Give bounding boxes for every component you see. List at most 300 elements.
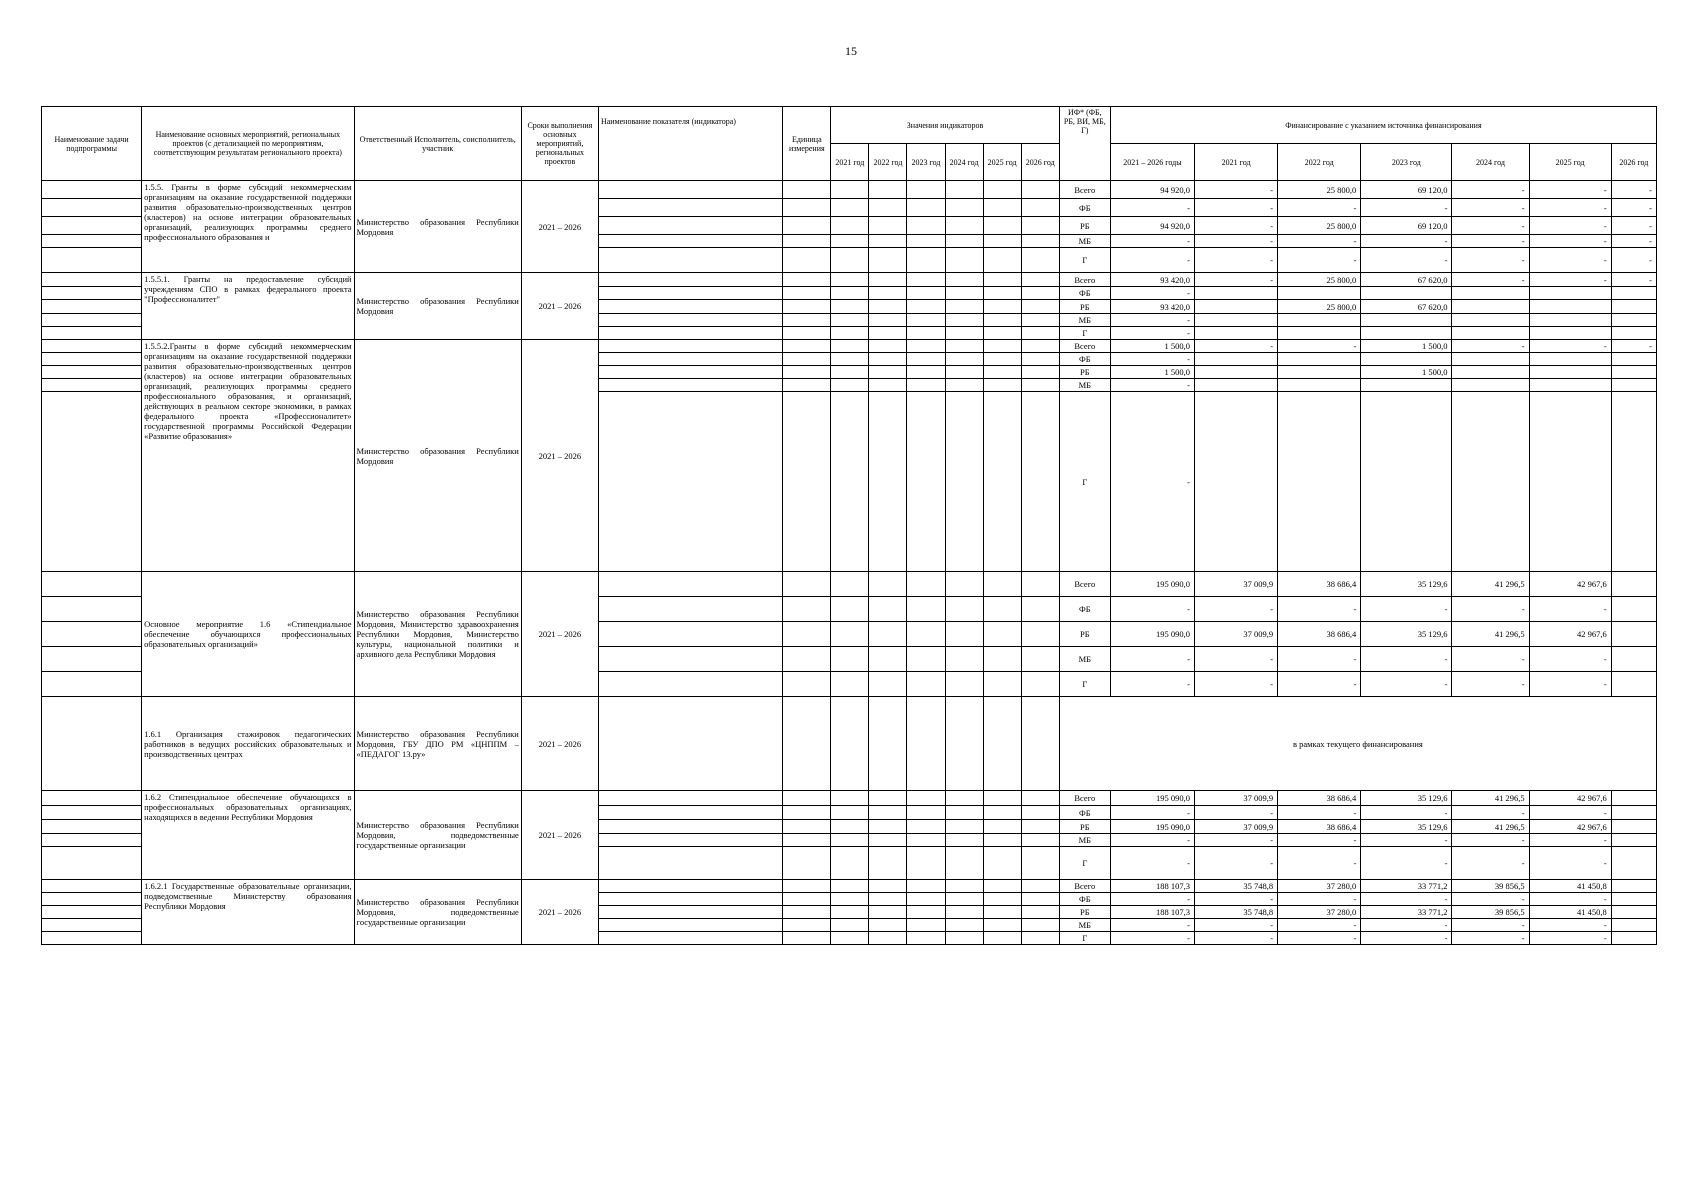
source-cell: Всего [1059,340,1110,353]
indicator-cell [598,314,782,327]
source-cell: МБ [1059,647,1110,672]
financing-value-cell [1361,314,1452,327]
indicator-value-cell [1021,273,1059,287]
indicator-cell [598,353,782,366]
financing-value-cell: - [1611,199,1656,217]
financing-value-cell [1452,366,1529,379]
indicator-cell [598,834,782,847]
financing-value-cell: 25 800,0 [1278,273,1361,287]
measure-cell: Основное мероприятие 1.6 «Стипендиальное обеспечение обучающихся профессиональных образовательных организаций» [142,572,354,697]
financing-value-cell: - [1278,834,1361,847]
indicator-value-cell [907,820,945,834]
financing-value-cell: 94 920,0 [1110,181,1194,199]
financing-value-cell [1278,392,1361,572]
indicator-value-cell [945,932,983,945]
financing-value-cell [1611,572,1656,597]
financing-value-cell: 41 296,5 [1452,791,1529,806]
unit-cell [783,893,831,906]
indicator-value-cell [869,834,907,847]
indicator-value-cell [869,932,907,945]
indicator-value-cell [831,273,869,287]
indicator-value-cell [869,353,907,366]
financing-value-cell [1611,647,1656,672]
financing-value-cell: 94 920,0 [1110,217,1194,235]
financing-value-cell: - [1529,340,1611,353]
source-cell: МБ [1059,919,1110,932]
financing-value-cell: 25 800,0 [1278,300,1361,314]
executor-cell: Министерство образования Республики Мордовия [354,340,521,572]
header-year: 2023 год [907,144,945,181]
indicator-value-cell [983,791,1021,806]
source-cell: РБ [1059,217,1110,235]
indicator-value-cell [983,919,1021,932]
unit-cell [783,834,831,847]
task-cell [42,353,142,366]
financing-value-cell: - [1452,217,1529,235]
indicator-value-cell [869,672,907,697]
indicator-value-cell [869,820,907,834]
financing-value-cell: 67 620,0 [1361,273,1452,287]
header-unit: Единица измерения [783,107,831,181]
executor-cell: Министерство образования Республики Мордовия, Министерство здравоохранения Республики Мордовия, Министерство культуры, национальной политики и архивного дела Республики Мордовия [354,572,521,697]
source-cell: Всего [1059,181,1110,199]
financing-value-cell: - [1611,248,1656,273]
financing-value-cell [1361,353,1452,366]
indicator-value-cell [869,340,907,353]
unit-cell [783,392,831,572]
task-cell [42,235,142,248]
financing-value-cell: 42 967,6 [1529,622,1611,647]
table-row [42,880,1657,893]
indicator-value-cell [907,248,945,273]
financing-value-cell: - [1195,834,1278,847]
indicator-cell [598,791,782,806]
empty-cell [598,697,782,791]
indicator-value-cell [1021,353,1059,366]
financing-value-cell: - [1452,647,1529,672]
indicator-value-cell [945,353,983,366]
financing-value-cell: 188 107,3 [1110,906,1194,919]
indicator-value-cell [1021,919,1059,932]
terms-cell: 2021 – 2026 [521,880,598,945]
source-cell: МБ [1059,379,1110,392]
financing-value-cell: - [1278,647,1361,672]
indicator-value-cell [907,847,945,880]
task-cell [42,199,142,217]
table-body [42,181,1657,945]
indicator-value-cell [907,647,945,672]
financing-value-cell: 39 856,5 [1452,880,1529,893]
indicator-value-cell [983,353,1021,366]
indicator-value-cell [983,366,1021,379]
executor-cell: Министерство образования Республики Мордовия, ГБУ ДПО РМ «ЦНППМ – «ПЕДАГОГ 13.ру» [354,697,521,791]
financing-value-cell [1452,379,1529,392]
header-year: 2022 год [869,144,907,181]
indicator-value-cell [831,353,869,366]
indicator-cell [598,880,782,893]
financing-value-cell [1611,327,1656,340]
source-cell: ФБ [1059,893,1110,906]
indicator-value-cell [1021,647,1059,672]
indicator-value-cell [1021,806,1059,820]
financing-value-cell [1195,379,1278,392]
indicator-value-cell [907,392,945,572]
header-fin-year: 2021 – 2026 годы [1110,144,1194,181]
empty-cell [1021,697,1059,791]
unit-cell [783,340,831,353]
financing-value-cell: - [1278,672,1361,697]
financing-value-cell: - [1452,340,1529,353]
table-row [42,340,1657,353]
indicator-value-cell [1021,906,1059,919]
financing-value-cell: 37 009,9 [1195,572,1278,597]
financing-value-cell [1452,314,1529,327]
indicator-value-cell [1021,181,1059,199]
financing-value-cell: 1 500,0 [1361,366,1452,379]
indicator-value-cell [907,622,945,647]
task-cell [42,340,142,353]
financing-value-cell: - [1110,287,1194,300]
financing-value-cell [1611,314,1656,327]
indicator-value-cell [907,932,945,945]
indicator-value-cell [869,217,907,235]
indicator-value-cell [831,820,869,834]
source-cell: РБ [1059,820,1110,834]
indicator-value-cell [907,919,945,932]
indicator-value-cell [869,273,907,287]
financing-value-cell: - [1361,919,1452,932]
indicator-value-cell [907,287,945,300]
indicator-value-cell [983,572,1021,597]
unit-cell [783,181,831,199]
financing-value-cell: 35 748,8 [1195,906,1278,919]
financing-value-cell: 93 420,0 [1110,273,1194,287]
terms-cell: 2021 – 2026 [521,273,598,340]
financing-value-cell: - [1452,248,1529,273]
indicator-value-cell [831,932,869,945]
indicator-value-cell [945,893,983,906]
financing-value-cell: - [1110,314,1194,327]
financing-value-cell: - [1110,806,1194,820]
financing-value-cell [1278,366,1361,379]
financing-value-cell [1452,392,1529,572]
indicator-value-cell [869,847,907,880]
financing-value-cell: - [1278,893,1361,906]
financing-value-cell: 38 686,4 [1278,572,1361,597]
indicator-value-cell [907,572,945,597]
financing-value-cell [1529,366,1611,379]
task-cell [42,932,142,945]
financing-value-cell: 41 296,5 [1452,572,1529,597]
financing-value-cell [1611,806,1656,820]
financing-value-cell [1278,353,1361,366]
executor-cell: Министерство образования Республики Мордовия [354,181,521,273]
indicator-value-cell [945,287,983,300]
unit-cell [783,906,831,919]
header-indicator-values: Значения индикаторов [831,107,1059,144]
table-row [42,697,1657,791]
unit-cell [783,847,831,880]
indicator-value-cell [869,893,907,906]
indicator-value-cell [831,248,869,273]
financing-value-cell: - [1110,893,1194,906]
executor-cell: Министерство образования Республики Мордовия, подведомственные государственные организации [354,880,521,945]
indicator-value-cell [983,273,1021,287]
indicator-value-cell [983,217,1021,235]
financing-value-cell: 1 500,0 [1110,366,1194,379]
indicator-cell [598,597,782,622]
indicator-cell [598,820,782,834]
task-cell [42,820,142,834]
indicator-value-cell [945,379,983,392]
financing-value-cell: 33 771,2 [1361,906,1452,919]
financing-value-cell: 35 748,8 [1195,880,1278,893]
financing-value-cell [1452,327,1529,340]
indicator-value-cell [907,806,945,820]
financing-value-cell: - [1110,199,1194,217]
financing-value-cell: - [1110,379,1194,392]
indicator-value-cell [907,314,945,327]
financing-value-cell: 195 090,0 [1110,820,1194,834]
indicator-value-cell [983,287,1021,300]
financing-value-cell: 41 296,5 [1452,622,1529,647]
financing-value-cell: - [1611,181,1656,199]
indicator-value-cell [831,235,869,248]
indicator-cell [598,622,782,647]
source-cell: Г [1059,392,1110,572]
terms-cell: 2021 – 2026 [521,340,598,572]
financing-value-cell [1278,287,1361,300]
indicator-value-cell [831,672,869,697]
financing-value-cell: - [1529,273,1611,287]
indicator-value-cell [945,806,983,820]
financing-value-cell: - [1529,919,1611,932]
indicator-value-cell [983,834,1021,847]
indicator-value-cell [983,622,1021,647]
indicator-cell [598,340,782,353]
financing-value-cell [1611,287,1656,300]
financing-value-cell: 37 009,9 [1195,820,1278,834]
task-cell [42,672,142,697]
financing-value-cell: - [1195,340,1278,353]
financing-value-cell: 35 129,6 [1361,622,1452,647]
financing-value-cell: - [1195,932,1278,945]
financing-value-cell: - [1110,248,1194,273]
source-cell: Г [1059,327,1110,340]
indicator-value-cell [945,273,983,287]
indicator-value-cell [983,597,1021,622]
financing-value-cell [1611,791,1656,806]
unit-cell [783,572,831,597]
indicator-value-cell [907,327,945,340]
header-financing: Финансирование с указанием источника финансирования [1110,107,1656,144]
indicator-value-cell [831,791,869,806]
indicator-value-cell [831,572,869,597]
task-cell [42,834,142,847]
unit-cell [783,932,831,945]
financing-value-cell: - [1110,847,1194,880]
financing-value-cell: 41 296,5 [1452,820,1529,834]
financing-value-cell: 195 090,0 [1110,622,1194,647]
financing-value-cell: - [1195,273,1278,287]
unit-cell [783,919,831,932]
measure-cell: 1.6.2 Стипендиальное обеспечение обучающихся в профессиональных образовательных организациях, находящихся в ведении Республики Мордовия [142,791,354,880]
financing-value-cell [1611,906,1656,919]
indicator-value-cell [1021,235,1059,248]
indicator-value-cell [945,366,983,379]
source-cell: ФБ [1059,199,1110,217]
financing-value-cell: - [1110,392,1194,572]
task-cell [42,906,142,919]
indicator-value-cell [869,248,907,273]
indicator-value-cell [945,199,983,217]
financing-value-cell: - [1278,597,1361,622]
task-cell [42,181,142,199]
financing-value-cell: - [1278,847,1361,880]
indicator-value-cell [907,791,945,806]
indicator-value-cell [1021,880,1059,893]
indicator-value-cell [907,906,945,919]
indicator-cell [598,847,782,880]
indicator-value-cell [831,880,869,893]
financing-value-cell: - [1110,919,1194,932]
header-indicator: Наименование показателя (индикатора) [598,107,782,181]
task-cell [42,880,142,893]
financing-value-cell: 42 967,6 [1529,820,1611,834]
unit-cell [783,235,831,248]
financing-value-cell: - [1195,893,1278,906]
financing-value-cell: 37 009,9 [1195,622,1278,647]
financing-value-cell: - [1278,248,1361,273]
financing-value-cell: 38 686,4 [1278,622,1361,647]
indicator-value-cell [945,597,983,622]
unit-cell [783,379,831,392]
indicator-value-cell [945,248,983,273]
indicator-cell [598,366,782,379]
header-task: Наименование задачи подпрограммы [42,107,142,181]
financing-value-cell: - [1452,199,1529,217]
indicator-value-cell [869,572,907,597]
indicator-cell [598,893,782,906]
indicator-value-cell [1021,834,1059,847]
financing-value-cell: 25 800,0 [1278,181,1361,199]
financing-value-cell: - [1278,919,1361,932]
indicator-value-cell [945,392,983,572]
financing-value-cell: - [1278,199,1361,217]
indicator-cell [598,672,782,697]
indicator-value-cell [907,340,945,353]
header-executor: Ответственный Исполнитель, соисполнитель, участник [354,107,521,181]
financing-value-cell: - [1195,647,1278,672]
indicator-value-cell [983,327,1021,340]
empty-cell [831,697,869,791]
terms-cell: 2021 – 2026 [521,791,598,880]
financing-value-cell [1611,932,1656,945]
measure-cell: 1.6.2.1 Государственные образовательные организации, подведомственные Министерству образования Республики Мордовия [142,880,354,945]
financing-value-cell: 41 450,8 [1529,880,1611,893]
indicator-value-cell [831,181,869,199]
financing-note: в рамках текущего финансирования [1059,697,1656,791]
financing-value-cell: - [1611,235,1656,248]
financing-value-cell: - [1110,647,1194,672]
financing-value-cell: - [1452,919,1529,932]
measure-cell: 1.5.5.1. Гранты на предоставление субсидий учреждениям СПО в рамках федерального проекта "Профессионалитет" [142,273,354,340]
indicator-value-cell [869,806,907,820]
financing-value-cell [1529,379,1611,392]
financing-value-cell [1452,287,1529,300]
indicator-value-cell [945,572,983,597]
financing-value-cell [1611,366,1656,379]
indicator-value-cell [907,217,945,235]
financing-value-cell: - [1361,932,1452,945]
indicator-value-cell [869,181,907,199]
financing-value-cell [1611,300,1656,314]
indicator-value-cell [869,622,907,647]
header-fin-year: 2021 год [1195,144,1278,181]
task-cell [42,622,142,647]
indicator-value-cell [831,287,869,300]
financing-value-cell [1361,379,1452,392]
financing-value-cell [1611,622,1656,647]
financing-value-cell: 38 686,4 [1278,791,1361,806]
empty-cell [983,697,1021,791]
financing-value-cell: - [1195,181,1278,199]
indicator-value-cell [945,340,983,353]
header-if: ИФ* (ФБ, РБ, ВИ, МБ, Г) [1059,107,1110,181]
financing-value-cell: - [1110,327,1194,340]
source-cell: ФБ [1059,597,1110,622]
indicator-value-cell [831,314,869,327]
indicator-value-cell [1021,893,1059,906]
financing-value-cell: - [1529,834,1611,847]
financing-value-cell: - [1452,672,1529,697]
indicator-value-cell [945,847,983,880]
indicator-cell [598,932,782,945]
indicator-value-cell [869,366,907,379]
indicator-value-cell [831,300,869,314]
financing-value-cell: - [1110,597,1194,622]
financing-value-cell: - [1195,847,1278,880]
indicator-cell [598,235,782,248]
financing-value-cell: - [1195,919,1278,932]
empty-cell [869,697,907,791]
indicator-value-cell [907,366,945,379]
executor-cell: Министерство образования Республики Мордовия [354,273,521,340]
indicator-value-cell [945,672,983,697]
indicator-value-cell [869,647,907,672]
indicator-value-cell [945,906,983,919]
financing-value-cell: - [1195,597,1278,622]
indicator-cell [598,300,782,314]
financing-value-cell: - [1110,353,1194,366]
indicator-value-cell [907,235,945,248]
unit-cell [783,217,831,235]
indicator-value-cell [869,919,907,932]
financing-value-cell [1611,893,1656,906]
financing-value-cell: 67 620,0 [1361,300,1452,314]
indicator-value-cell [983,806,1021,820]
financing-value-cell: 42 967,6 [1529,572,1611,597]
financing-value-cell: - [1110,672,1194,697]
source-cell: Г [1059,672,1110,697]
financing-value-cell [1529,300,1611,314]
financing-value-cell [1611,379,1656,392]
source-cell: Г [1059,932,1110,945]
task-cell [42,847,142,880]
financing-value-cell: - [1529,647,1611,672]
indicator-value-cell [831,366,869,379]
unit-cell [783,199,831,217]
